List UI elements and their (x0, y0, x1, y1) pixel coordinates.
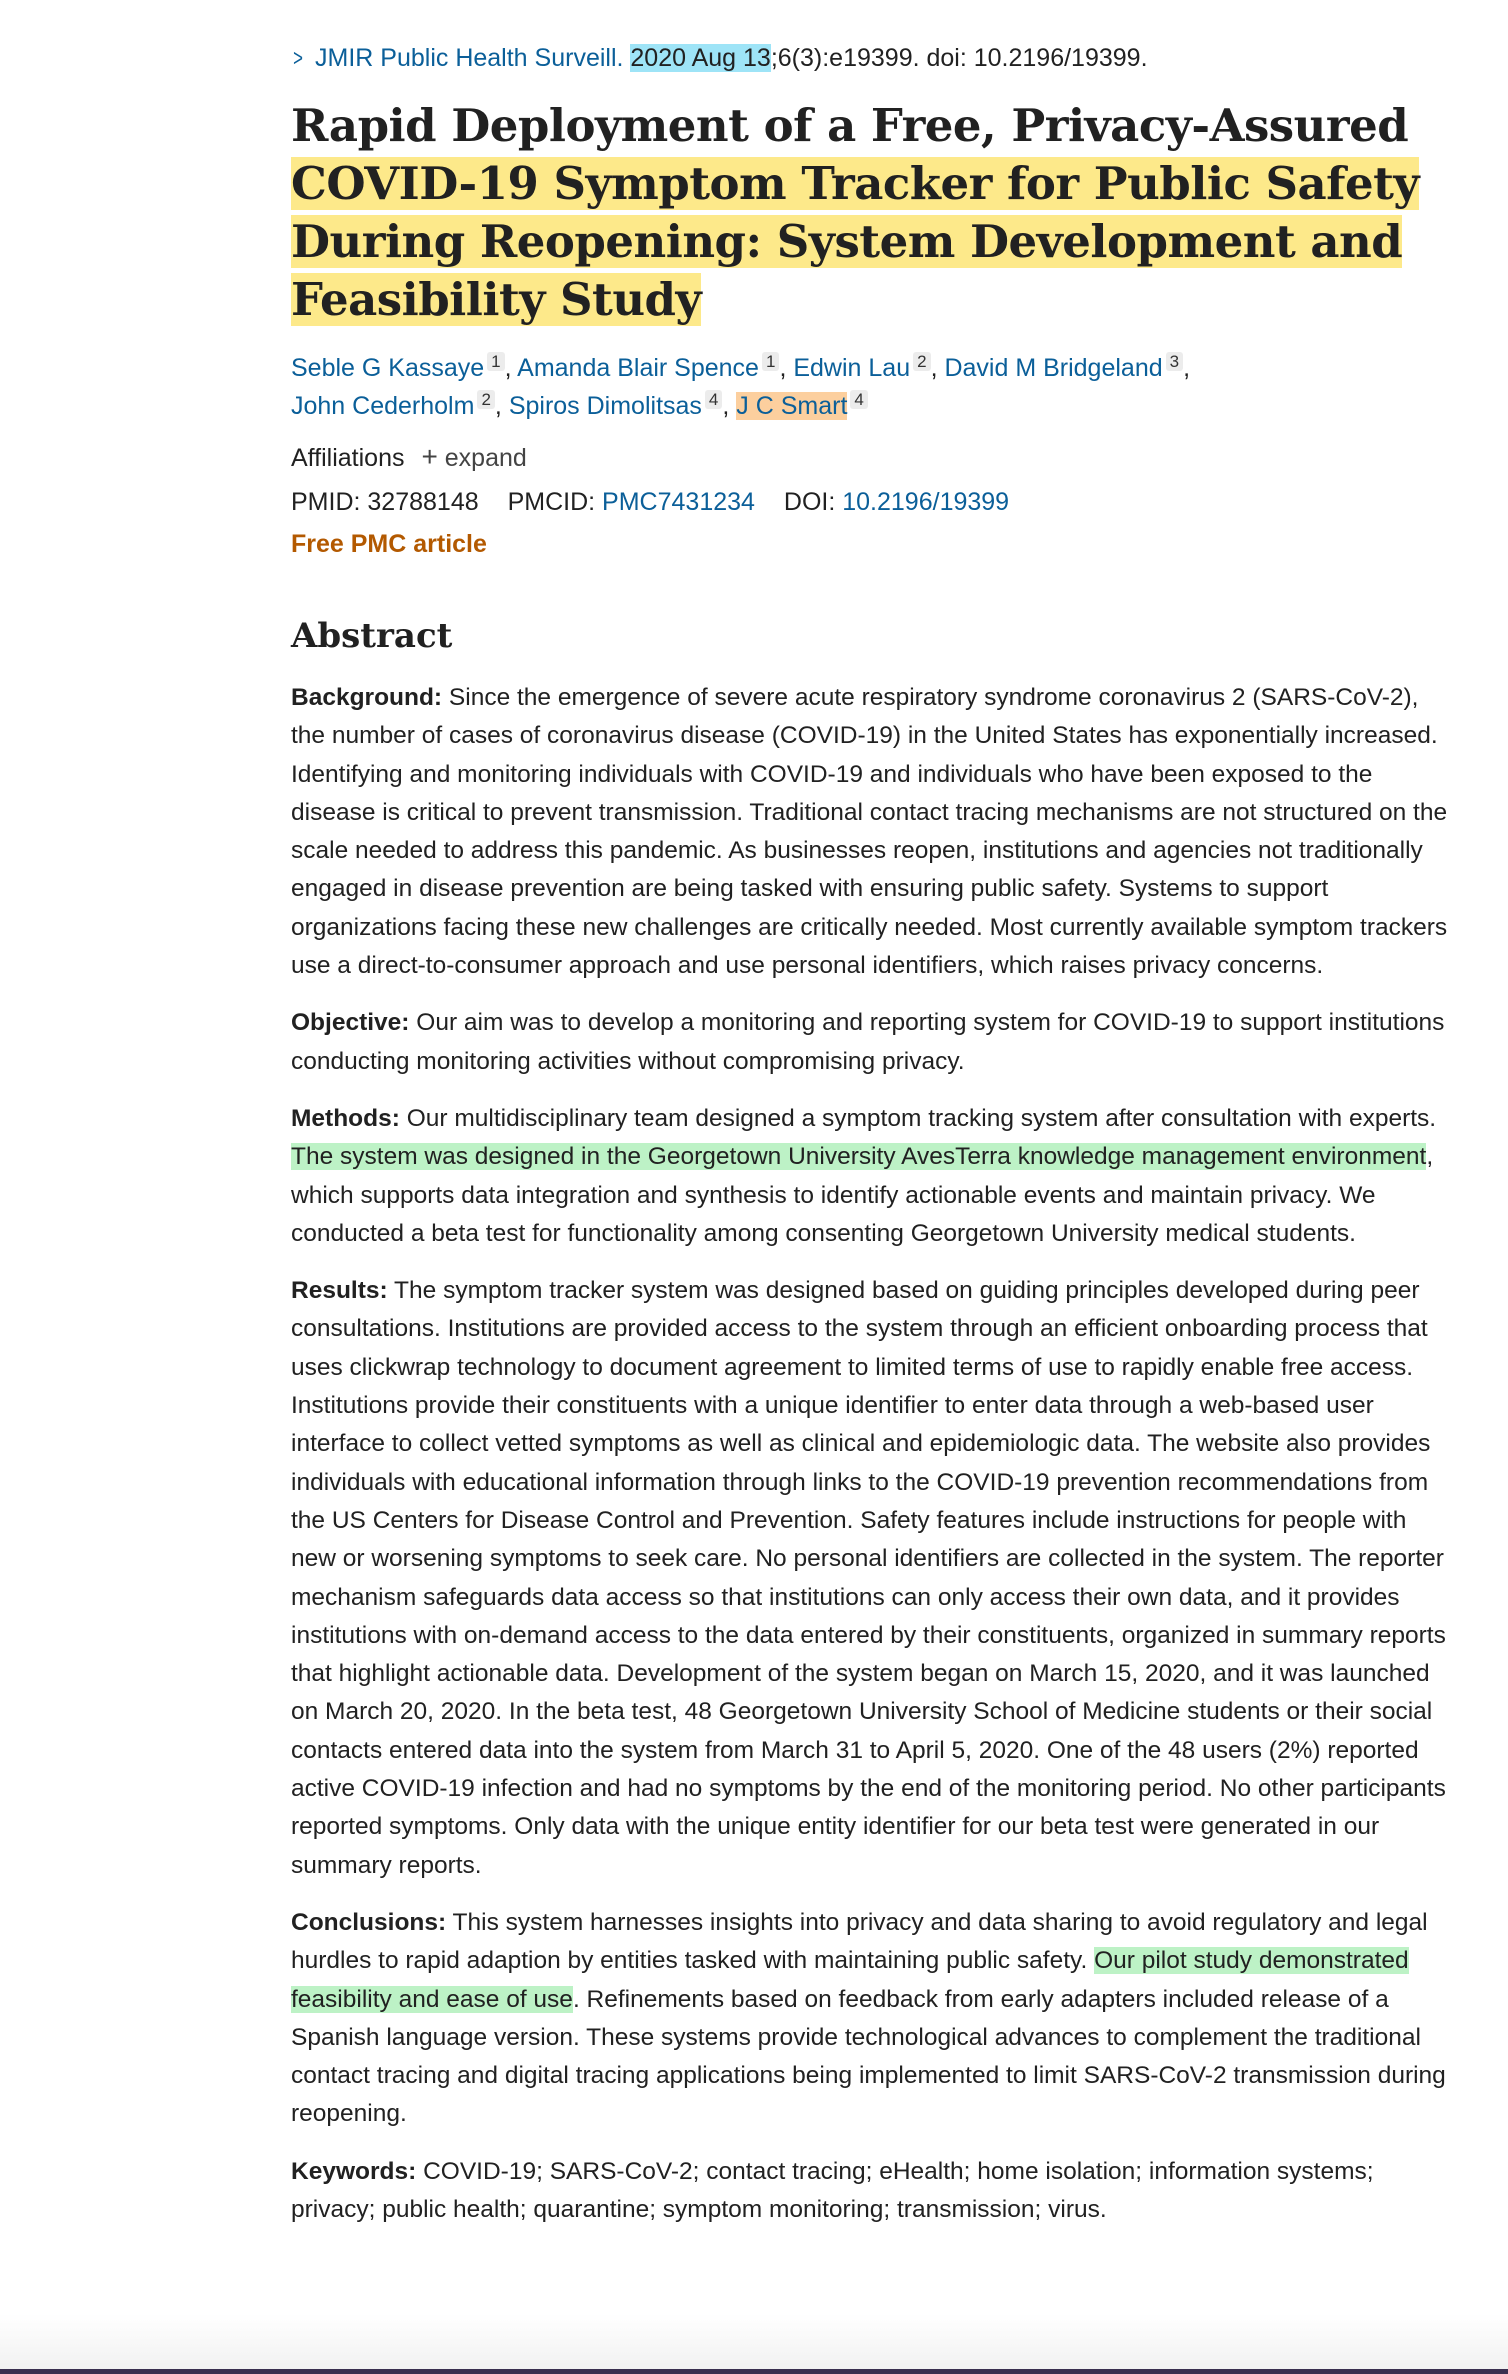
bottom-fade (0, 2314, 1508, 2374)
section-label: Methods: (291, 1104, 400, 1132)
section-label: Conclusions: (291, 1908, 447, 1936)
abstract-methods (291, 1100, 1451, 1253)
section-text: Since the emergence of severe acute respiratory syndrome coronavirus 2 (SARS-CoV-2), the number of cases of coronavirus disease (COVID-19) in the United States has exponentially increased. Identifying and monitoring individuals with COVID-19 and individuals who have been exposed to the disease is critical to prevent transmission. Traditional contact tracing mechanisms are not structured on the scale needed to address this pandemic. As businesses reopen, institutions and agencies not traditionally engaged in disease prevention are being tasked with ensuring public safety. Systems to support organizations facing these new challenges are critically needed. Most currently available symptom trackers use a direct-to-consumer approach and use personal identifiers, which raises privacy concerns. (291, 684, 1448, 980)
section-label: Background: (291, 684, 443, 711)
abstract-background (291, 679, 1451, 985)
title-line-1: Rapid Deployment of a Free, Privacy-Assured (291, 99, 1409, 152)
free-pmc-article-link[interactable]: Free PMC article (291, 530, 487, 558)
affiliations-expand-button[interactable] (421, 441, 527, 472)
affiliation-number[interactable]: 3 (1166, 352, 1183, 371)
title-highlighted: COVID-19 Symptom Tracker for Public Safety During Reopening: System Development and Feasibility Study (291, 157, 1420, 326)
section-label: Objective: (291, 1009, 410, 1037)
abstract-results (291, 1272, 1451, 1885)
affiliation-number[interactable]: 2 (477, 390, 494, 409)
section-text: Our aim was to develop a monitoring and reporting system for COVID-19 to support institutions conducting monitoring activities without compromising privacy. (291, 1009, 1445, 1075)
section-text: Our multidisciplinary team designed a symptom tracking system after consultation with experts. (406, 1104, 1437, 1132)
affiliations-row (291, 439, 1451, 476)
doi-label: DOI: (783, 488, 836, 516)
author-link[interactable]: Spiros Dimolitsas (508, 392, 702, 420)
author-list: Seble G Kassaye $^1$ , Amanda Blair Spence $^1$ , Edwin Lau $^2$ , David M Bridgeland $^3$ , John Cederholm $^2$ , Spiros Dimolitsas $^4$ , J C Smart $^4$ (291, 352, 1191, 420)
affiliations-label: Affiliations (291, 444, 405, 472)
chevron-right-icon[interactable]: > (293, 45, 303, 72)
affiliation-number[interactable]: 4 (850, 390, 867, 409)
section-text: This system harnesses insights into privacy and data sharing to avoid regulatory and legal hurdles to rapid adaption by entities tasked with maintaining public safety. (291, 1908, 1428, 1975)
citation-details: ;6(3):e19399. doi: 10.2196/19399. (770, 44, 1148, 72)
pmid-label: PMID: (291, 488, 361, 516)
expand-label: expand (444, 444, 527, 472)
section-text: , which supports data integration and synthesis to identify actionable events and maintain privacy. We conducted a beta test for functionality among consenting Georgetown University medical students. (291, 1143, 1434, 1247)
section-text: The symptom tracker system was designed based on guiding principles developed during peer consultations. Institutions are provided access to the system through an efficient onboarding process that uses clickwrap technology to document agreement to limited terms of use to rapidly enable free access. Institutions provide their constituents with a unique identifier to enter data through a web-based user interface to collect vetted symptoms as well as clinical and epidemiologic data. The website also provides individuals with educational information through links to the COVID-19 prevention recommendations from the US Centers for Disease Control and Prevention. Safety features include instructions for people with new or worsening symptoms to seek care. No personal identifiers are collected in the system. The reporter mechanism safeguards data access so that institutions can only access their own data, and it provides institutions with on-demand access to the data entered by their constituents, organized in summary reports that highlight actionable data. Development of the system began on March 15, 2020, and it was launched on March 20, 2020. In the beta test, 48 Georgetown University School of Medicine students or their social contacts entered data into the system from March 31 to April 5, 2020. One of the 48 users (2%) reported active COVID-19 infection and had no symptoms by the end of the monitoring period. No other participants reported symptoms. Only data with the unique entity identifier for our beta test were generated in our summary reports. (291, 1277, 1446, 1879)
plus-icon: + (421, 441, 438, 472)
citation-line (291, 40, 1451, 77)
author-link[interactable]: Edwin Lau (793, 354, 911, 382)
author-link-highlighted[interactable]: J C Smart (736, 392, 848, 420)
author-link[interactable]: John Cederholm (291, 392, 475, 420)
pmcid-label: PMCID: (507, 488, 596, 516)
article-title (291, 97, 1451, 329)
abstract-keywords (291, 2153, 1451, 2230)
journal-link[interactable]: JMIR Public Health Surveill. (315, 44, 624, 72)
author-link[interactable]: Seble G Kassaye (291, 354, 485, 382)
affiliation-number[interactable]: 4 (705, 390, 722, 409)
section-label: Keywords: (291, 2157, 417, 2185)
pmid-value: 32788148 (367, 488, 479, 516)
abstract-heading: Abstract (291, 616, 453, 656)
publication-date: 2020 Aug 13 (630, 44, 771, 72)
highlighted-text: The system was designed in the Georgetown University AvesTerra knowledge management environment (291, 1143, 1427, 1171)
window-bottom-edge (0, 2369, 1508, 2374)
keywords-text: COVID-19; SARS-CoV-2; contact tracing; eHealth; home isolation; information systems; privacy; public health; quarantine; symptom monitoring; transmission; virus. (291, 2157, 1374, 2223)
doi-link[interactable]: 10.2196/19399 (842, 488, 1010, 516)
article-page (291, 40, 1451, 2229)
author-link[interactable]: Amanda Blair Spence (517, 354, 759, 382)
abstract-conclusions (291, 1904, 1451, 2134)
abstract-objective (291, 1004, 1451, 1081)
highlighted-text: Our pilot study demonstrated feasibility and ease of use (291, 1947, 1409, 2013)
affiliation-number[interactable]: 1 (762, 352, 779, 371)
affiliation-number[interactable]: 1 (487, 352, 504, 371)
pmcid-link[interactable]: PMC7431234 (602, 488, 755, 516)
author-link[interactable]: David M Bridgeland (944, 354, 1163, 382)
affiliation-number[interactable]: 2 (913, 352, 930, 371)
section-label: Results: (291, 1277, 388, 1305)
section-text: . Refinements based on feedback from early adapters included release of a Spanish language version. These systems provide technological advances to complement the traditional contact tracing and digital tracing applications being implemented to limit SARS-CoV-2 transmission during reopening. (291, 1985, 1446, 2128)
identifiers-row (291, 484, 1451, 520)
